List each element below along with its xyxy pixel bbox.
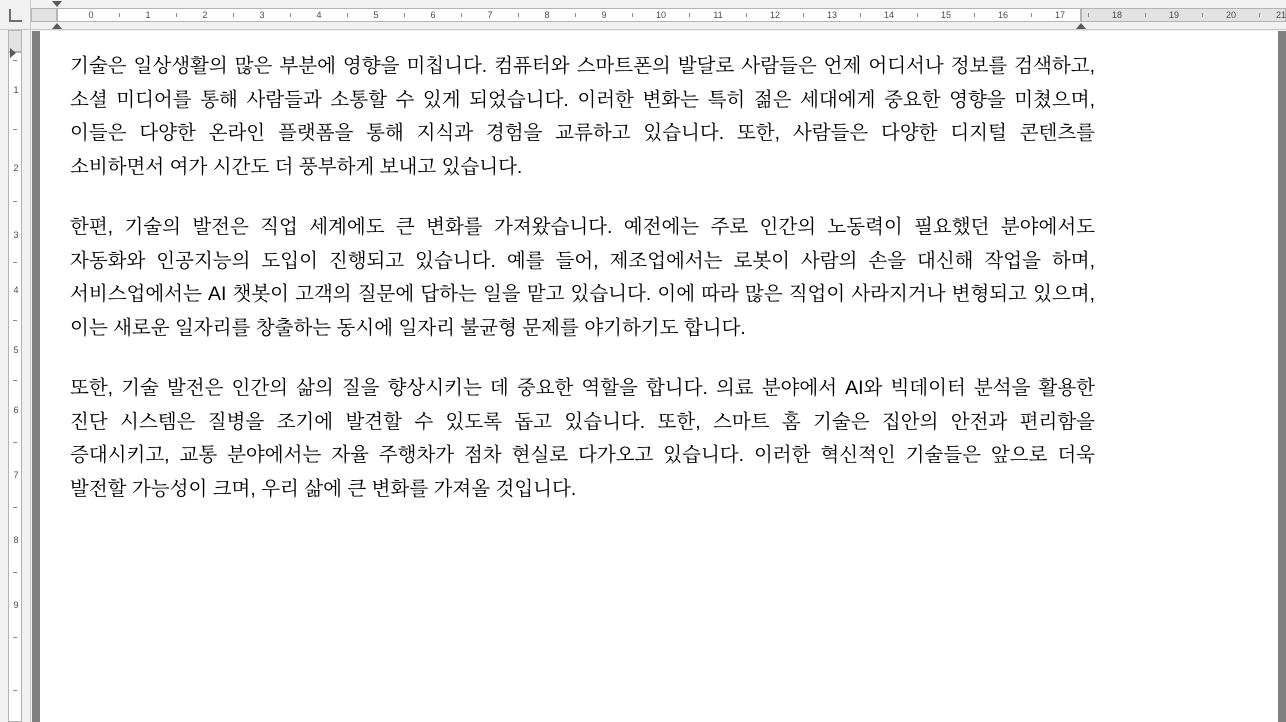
ruler-corner-selector[interactable]	[0, 0, 31, 30]
vruler-minor-tick	[13, 442, 17, 443]
ruler-tick-4: 4	[316, 10, 322, 20]
ruler-tick-2: 2	[202, 10, 208, 20]
ruler-tick-12: 12	[769, 10, 781, 20]
horizontal-ruler[interactable]	[31, 0, 1286, 30]
ruler-minor-tick	[347, 13, 348, 17]
vruler-tick-5: 5	[13, 345, 19, 355]
top-margin-indent-marker[interactable]	[10, 48, 16, 58]
vruler-minor-tick	[13, 60, 17, 61]
ruler-tick-21: 21	[1275, 10, 1286, 20]
ruler-minor-tick	[746, 13, 747, 17]
ruler-tick-19: 19	[1168, 10, 1180, 20]
ruler-minor-tick	[1088, 13, 1089, 17]
paragraph-2[interactable]: 한편, 기술의 발전은 직업 세계에도 큰 변화를 가져왔습니다. 예전에는 주로 인간의 노동력이 필요했던 분야에서도 자동화와 인공지능의 도입이 진행되고 있습니다. 예를 들어, 제조업에서는 로봇이 사람의 손을 대신해 작업을 하며, 서비스업에서는 AI 챗봇이 고객의 질문에 답하는 일을 맡고 있습니다. 이에 따라 많은 직업이 사라지거나 변형되고 있으며, 이는 새로운 일자리를 창출하는 동시에 일자리 불균형 문제를 야기하기도 합니다.	[70, 216, 1095, 339]
paragraph-3[interactable]: 또한, 기술 발전은 인간의 삶의 질을 향상시키는 데 중요한 역할을 합니다. 의료 분야에서 AI와 빅데이터 분석을 활용한 진단 시스템은 질병을 조기에 발견할 수 있도록 돕고 있습니다. 또한, 스마트 홈 기술은 집안의 안전과 편리함을 증대시키고, 교통 분야에서는 자율 주행차가 점차 현실로 다가오고 있습니다. 이러한 혁신적인 기술들은 앞으로 더욱 발전할 가능성이 크며, 우리 삶에 큰 변화를 가져올 것입니다.	[70, 377, 1095, 500]
ruler-tick-6: 6	[430, 10, 436, 20]
ruler-tick-5: 5	[373, 10, 379, 20]
ruler-tick-20: 20	[1225, 10, 1237, 20]
vruler-minor-tick	[13, 320, 17, 321]
right-indent-marker[interactable]	[1076, 23, 1086, 29]
ruler-minor-tick	[860, 13, 861, 17]
vruler-tick-6: 6	[13, 405, 19, 415]
ruler-tick-0: 0	[88, 10, 94, 20]
ruler-minor-tick	[689, 13, 690, 17]
ruler-minor-tick	[917, 13, 918, 17]
left-indent-marker[interactable]	[52, 23, 62, 29]
ruler-left-margin-zone	[31, 8, 57, 22]
ruler-minor-tick	[575, 13, 576, 17]
ruler-tick-7: 7	[487, 10, 493, 20]
vruler-tick-2: 2	[13, 163, 19, 173]
vruler-text-zone	[8, 52, 22, 722]
vruler-tick-7: 7	[13, 470, 19, 480]
ruler-minor-tick	[233, 13, 234, 17]
ruler-tick-3: 3	[259, 10, 265, 20]
ruler-minor-tick	[119, 13, 120, 17]
vruler-minor-tick	[13, 690, 17, 691]
document-page[interactable]	[40, 31, 1278, 722]
vruler-minor-tick	[13, 572, 17, 573]
ruler-minor-tick	[1031, 13, 1032, 17]
document-canvas[interactable]	[32, 31, 1286, 722]
vruler-tick-3: 3	[13, 230, 19, 240]
corner-bracket-icon	[9, 9, 22, 22]
ruler-tick-1: 1	[145, 10, 151, 20]
ruler-minor-tick	[1145, 13, 1146, 17]
vruler-tick-8: 8	[13, 535, 19, 545]
ruler-tick-15: 15	[940, 10, 952, 20]
ruler-minor-tick	[632, 13, 633, 17]
ruler-tick-18: 18	[1111, 10, 1123, 20]
vruler-minor-tick	[13, 262, 17, 263]
vruler-minor-tick	[13, 507, 17, 508]
ruler-tick-16: 16	[997, 10, 1009, 20]
ruler-tick-8: 8	[544, 10, 550, 20]
ruler-tick-14: 14	[883, 10, 895, 20]
vertical-ruler[interactable]	[0, 30, 31, 722]
ruler-text-zone	[57, 8, 1081, 22]
ruler-tick-10: 10	[655, 10, 667, 20]
document-text-area[interactable]	[70, 50, 1095, 506]
ruler-tick-13: 13	[826, 10, 838, 20]
ruler-minor-tick	[803, 13, 804, 17]
vruler-tick-1: 1	[13, 85, 19, 95]
ruler-minor-tick	[974, 13, 975, 17]
paragraph-1[interactable]: 기술은 일상생활의 많은 부분에 영향을 미칩니다. 컴퓨터와 스마트폰의 발달로 사람들은 언제 어디서나 정보를 검색하고, 소셜 미디어를 통해 사람들과 소통할 수 있게 되었습니다. 이러한 변화는 특히 젊은 세대에게 중요한 영향을 미쳤으며, 이들은 다양한 온라인 플랫폼을 통해 지식과 경험을 교류하고 있습니다. 또한, 사람들은 다양한 디지털 콘텐츠를 소비하면서 여가 시간도 더 풍부하게 보내고 있습니다.	[70, 55, 1095, 178]
ruler-tick-11: 11	[713, 10, 723, 20]
vruler-tick-9: 9	[13, 600, 19, 610]
ruler-minor-tick	[290, 13, 291, 17]
ruler-tick-9: 9	[601, 10, 607, 20]
vruler-minor-tick	[13, 380, 17, 381]
ruler-minor-tick	[176, 13, 177, 17]
vruler-minor-tick	[13, 129, 17, 130]
vruler-minor-tick	[13, 637, 17, 638]
ruler-minor-tick	[1202, 13, 1203, 17]
ruler-minor-tick	[1259, 13, 1260, 17]
ruler-tick-17: 17	[1054, 10, 1066, 20]
first-line-indent-marker[interactable]	[52, 1, 62, 7]
vruler-tick-4: 4	[13, 285, 19, 295]
vruler-minor-tick	[13, 201, 17, 202]
ruler-minor-tick	[461, 13, 462, 17]
ruler-minor-tick	[404, 13, 405, 17]
ruler-minor-tick	[518, 13, 519, 17]
